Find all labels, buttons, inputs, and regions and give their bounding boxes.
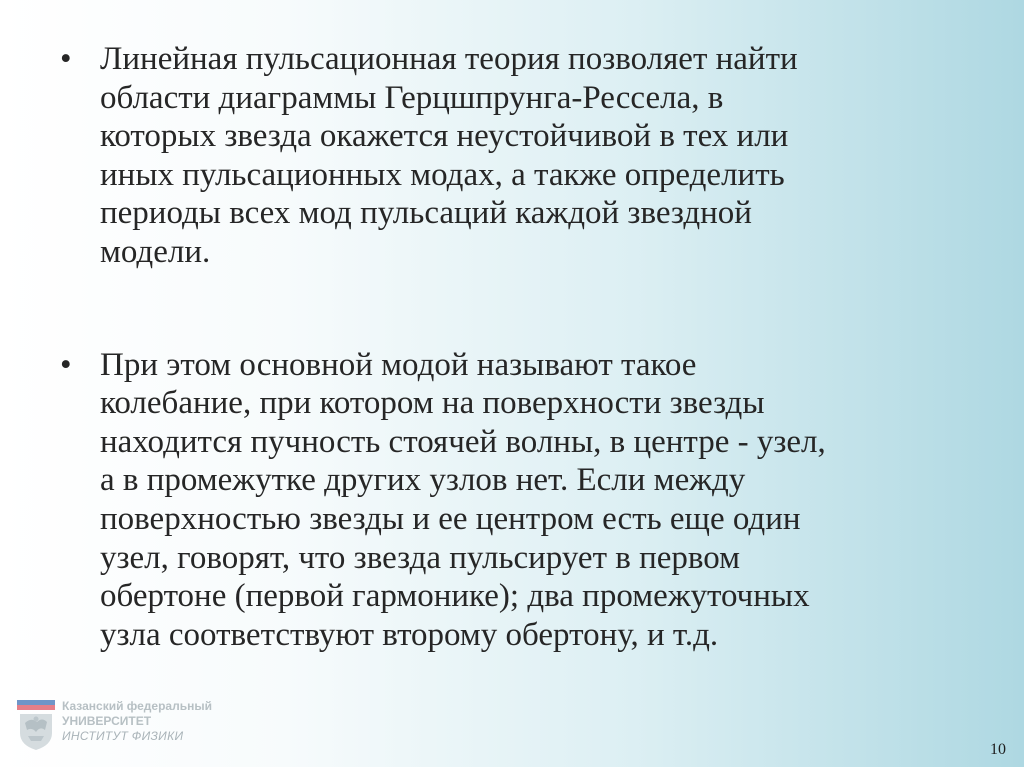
bullet-marker: • bbox=[60, 41, 72, 77]
logo-line-2: УНИВЕРСИТЕТ bbox=[62, 714, 152, 728]
bullet-2-line-4: а в промежутке других узлов нет. Если между bbox=[100, 462, 746, 499]
bullet-1-line-4: иных пульсационных модах, а также определить bbox=[100, 156, 785, 193]
bullet-1-line-1: Линейная пульсационная теория позволяет найти bbox=[100, 41, 798, 77]
bullet-marker: • bbox=[60, 346, 72, 383]
bullet-2-line-5: поверхностью звезды и ее центром есть еще один bbox=[100, 500, 801, 537]
bullet-list bbox=[60, 40, 960, 654]
bullet-item-2 bbox=[60, 346, 960, 655]
bullet-1-line-3: которых звезда окажется неустойчивой в тех или bbox=[100, 118, 789, 155]
bullet-2-line-3: находится пучность стоячей волны, в центре - узел, bbox=[100, 423, 826, 460]
bullet-2-line-6: узел, говорят, что звезда пульсирует в первом bbox=[100, 539, 741, 576]
bullet-2-line-8: узла соответствуют второму обертону, и т.д. bbox=[100, 616, 719, 653]
logo-text bbox=[62, 699, 212, 744]
bullet-1-line-2: области диаграммы Герцшпрунга-Рессела, в bbox=[100, 79, 724, 116]
bullet-2-line-7: обертоне (первой гармонике); два промежуточных bbox=[100, 578, 810, 615]
bullet-1-line-5: периоды всех мод пульсаций каждой звездной bbox=[100, 195, 752, 232]
logo-line-3: ИНСТИТУТ ФИЗИКИ bbox=[62, 729, 184, 743]
university-logo bbox=[16, 699, 236, 751]
logo-line-1: Казанский федеральный bbox=[62, 699, 212, 713]
bullet-2-line-2: колебание, при котором на поверхности звезды bbox=[100, 385, 765, 422]
bullet-1-line-6: модели. bbox=[100, 233, 211, 270]
bullet-item-1 bbox=[60, 40, 960, 272]
page-number: 10 bbox=[990, 741, 1006, 758]
kfu-crest-icon bbox=[16, 699, 56, 751]
bullet-2-line-1: При этом основной модой называют такое bbox=[100, 346, 697, 383]
